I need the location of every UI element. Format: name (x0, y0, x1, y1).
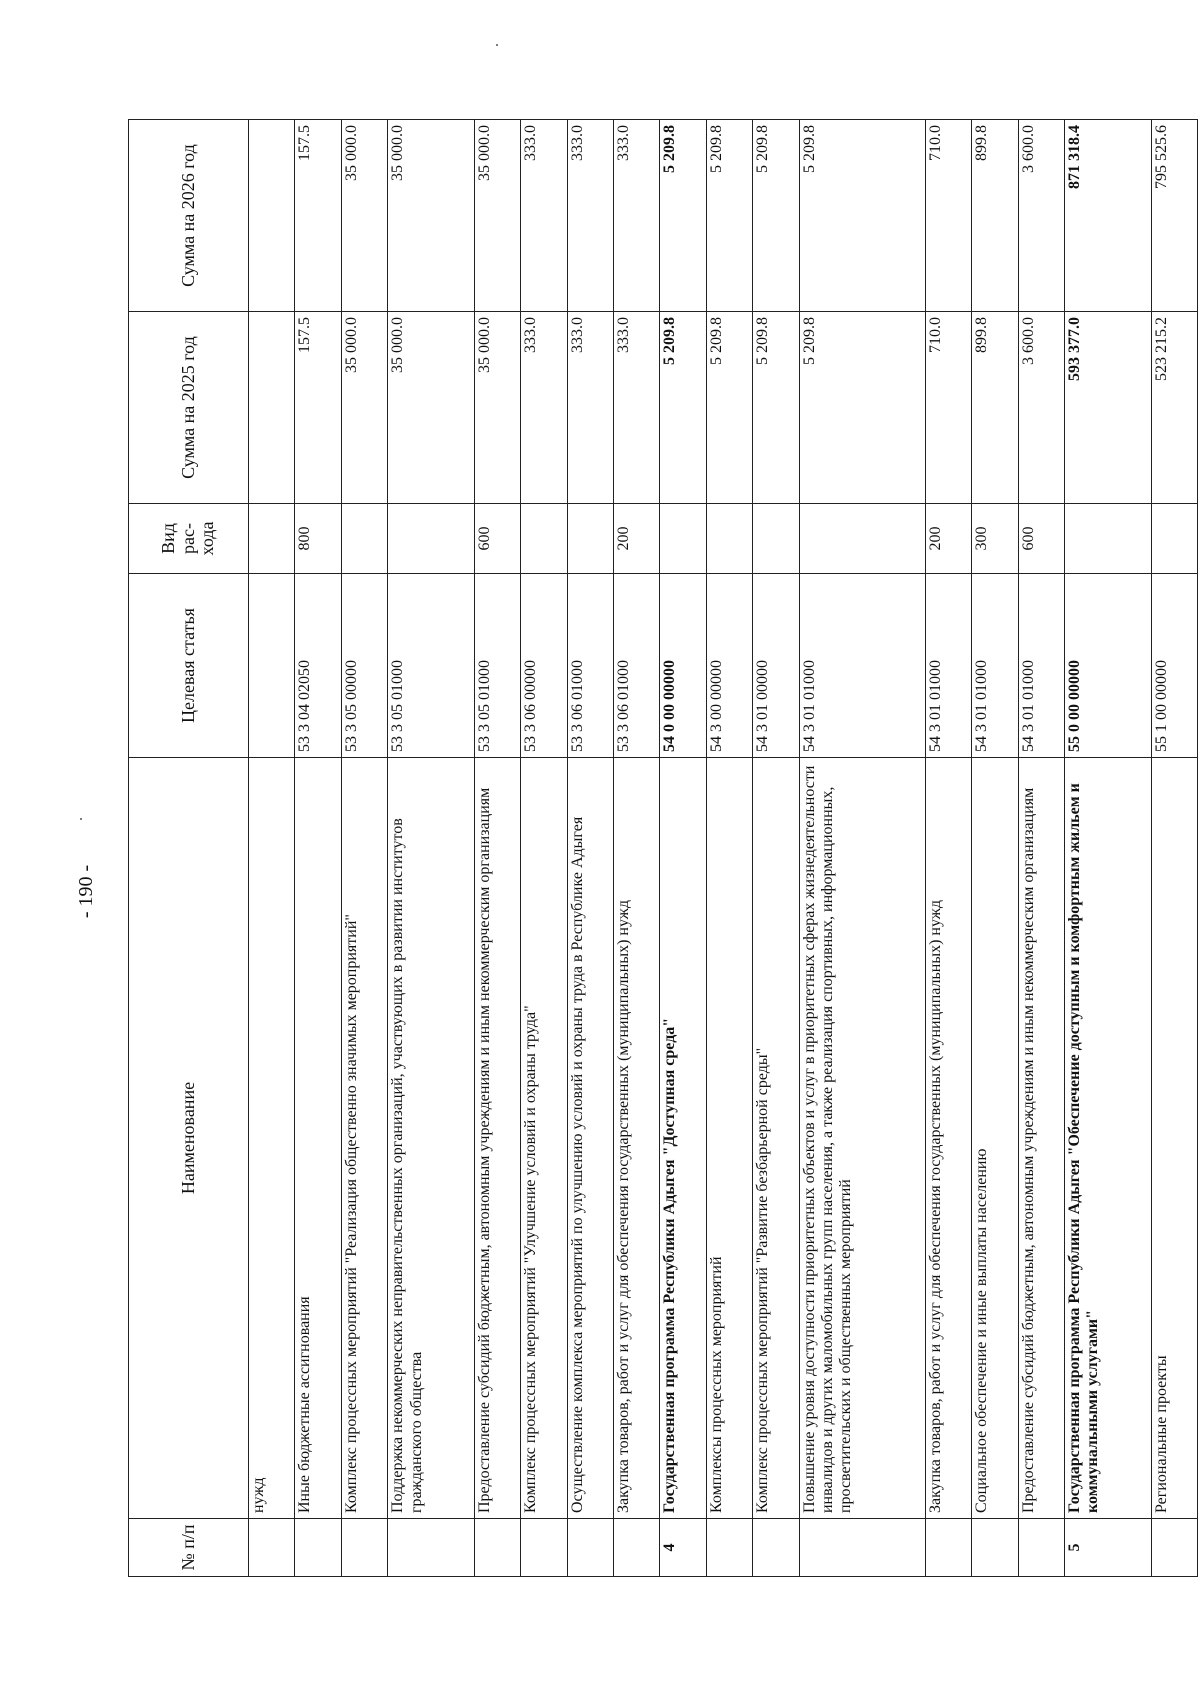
cell-name: Государственная программа Республики Адыгея "Обеспечение доступным и комфортным жильем и коммунальными услугами" (1065, 758, 1151, 1519)
cell-vid: 200 (925, 504, 971, 574)
page-number: - 190 - (75, 864, 98, 919)
cell-sum-2025: 710.0 (925, 312, 971, 504)
cell-code: 54 3 01 01000 (972, 574, 1018, 758)
cell-num (249, 1519, 295, 1577)
cell-num (388, 1519, 474, 1577)
cell-vid: 600 (474, 504, 520, 574)
cell-sum-2025: 593 377.0 (1065, 312, 1151, 504)
cell-sum-2025: 333.0 (521, 312, 567, 504)
cell-vid (1151, 504, 1198, 574)
cell-vid: 300 (972, 504, 1018, 574)
cell-code: 53 3 06 00000 (521, 574, 567, 758)
cell-sum-2025: 333.0 (567, 312, 613, 504)
cell-code: 53 3 05 00000 (341, 574, 387, 758)
cell-num (341, 1519, 387, 1577)
cell-code: 54 3 00 00000 (706, 574, 752, 758)
cell-sum-2026: 35 000.0 (474, 120, 520, 312)
cell-sum-2025: 333.0 (613, 312, 659, 504)
table-row (567, 120, 613, 1577)
scan-speck (496, 44, 498, 46)
table-row (660, 120, 706, 1577)
cell-name: Социальное обеспечение и иные выплаты населению (972, 758, 1018, 1519)
cell-name: Региональные проекты (1151, 758, 1198, 1519)
cell-name: Поддержка некоммерческих неправительственных организаций, участвующих в развитии институтов гражданского общества (388, 758, 474, 1519)
cell-sum-2025: 35 000.0 (341, 312, 387, 504)
cell-name: Закупка товаров, работ и услуг для обеспечения государственных (муниципальных) нужд (613, 758, 659, 1519)
cell-code: 54 0 00 00000 (660, 574, 706, 758)
cell-code: 53 3 06 01000 (567, 574, 613, 758)
header-vid: Вид рас-хода (129, 504, 249, 574)
cell-num: 5 (1065, 1519, 1151, 1577)
cell-code: 55 1 00 00000 (1151, 574, 1198, 758)
cell-sum-2026: 710.0 (925, 120, 971, 312)
cell-name: Предоставление субсидий бюджетным, автономным учреждениям и иным некоммерческим организациям (1018, 758, 1064, 1519)
cell-code: 53 3 05 01000 (474, 574, 520, 758)
cell-vid: 600 (1018, 504, 1064, 574)
cell-name: Государственная программа Республики Адыгея "Доступная среда" (660, 758, 706, 1519)
header-sum-2026: Сумма на 2026 год (129, 120, 249, 312)
header-num: № п/п (129, 1519, 249, 1577)
header-name: Наименование (129, 758, 249, 1519)
budget-table (128, 119, 1198, 1577)
cell-sum-2026: 157.5 (295, 120, 341, 312)
cell-code: 54 3 01 01000 (799, 574, 925, 758)
table-row (521, 120, 567, 1577)
cell-vid (660, 504, 706, 574)
cell-sum-2026: 871 318.4 (1065, 120, 1151, 312)
cell-code: 54 3 01 01000 (925, 574, 971, 758)
cell-sum-2026: 3 600.0 (1018, 120, 1064, 312)
cell-sum-2025: 5 209.8 (753, 312, 799, 504)
cell-name: Иные бюджетные ассигнования (295, 758, 341, 1519)
rotated-page (128, 120, 1198, 1577)
cell-sum-2025: 5 209.8 (799, 312, 925, 504)
cell-num (1151, 1519, 1198, 1577)
table-row (799, 120, 925, 1577)
cell-name: нужд (249, 758, 295, 1519)
cell-name: Повышение уровня доступности приоритетных объектов и услуг в приоритетных сферах жизнедеятельности инвалидов и других маломобильных групп населения, а также реализация спортивных, информационных, просветительских и общественных мероприятий (799, 758, 925, 1519)
cell-vid (567, 504, 613, 574)
cell-sum-2026: 5 209.8 (753, 120, 799, 312)
cell-num (613, 1519, 659, 1577)
cell-sum-2026: 333.0 (613, 120, 659, 312)
cell-sum-2025: 5 209.8 (706, 312, 752, 504)
cell-num (925, 1519, 971, 1577)
cell-num (474, 1519, 520, 1577)
cell-vid (799, 504, 925, 574)
cell-num (753, 1519, 799, 1577)
table-row (706, 120, 752, 1577)
cell-sum-2025: 5 209.8 (660, 312, 706, 504)
cell-sum-2026: 35 000.0 (388, 120, 474, 312)
cell-sum-2025: 157.5 (295, 312, 341, 504)
cell-sum-2026: 35 000.0 (341, 120, 387, 312)
cell-num (567, 1519, 613, 1577)
cell-vid (521, 504, 567, 574)
cell-code: 53 3 06 01000 (613, 574, 659, 758)
cell-sum-2026: 5 209.8 (660, 120, 706, 312)
cell-name: Комплекс процессных мероприятий "Развитие безбарьерной среды" (753, 758, 799, 1519)
cell-vid (249, 504, 295, 574)
table-row (753, 120, 799, 1577)
cell-code: 55 0 00 00000 (1065, 574, 1151, 758)
cell-sum-2026 (249, 120, 295, 312)
table-row (1018, 120, 1064, 1577)
table-row (295, 120, 341, 1577)
table-body (249, 120, 1198, 1577)
cell-code: 53 3 05 01000 (388, 574, 474, 758)
scan-speck (80, 818, 82, 820)
cell-num (521, 1519, 567, 1577)
cell-vid: 200 (613, 504, 659, 574)
cell-name: Комплекс процессных мероприятий "Улучшение условий и охраны труда" (521, 758, 567, 1519)
cell-name: Комплексы процессных мероприятий (706, 758, 752, 1519)
table-row (341, 120, 387, 1577)
cell-vid (1065, 504, 1151, 574)
cell-vid (341, 504, 387, 574)
cell-code (249, 574, 295, 758)
cell-sum-2026: 333.0 (521, 120, 567, 312)
cell-code: 54 3 01 01000 (1018, 574, 1064, 758)
cell-sum-2026: 5 209.8 (706, 120, 752, 312)
cell-vid (753, 504, 799, 574)
cell-name: Осуществление комплекса мероприятий по улучшению условий и охраны труда в Республике Адыгея (567, 758, 613, 1519)
cell-sum-2025 (249, 312, 295, 504)
table-row (474, 120, 520, 1577)
table-row (388, 120, 474, 1577)
cell-num (1018, 1519, 1064, 1577)
cell-name: Предоставление субсидий бюджетным, автономным учреждениям и иным некоммерческим организациям (474, 758, 520, 1519)
table-header-row (129, 120, 249, 1577)
cell-sum-2025: 35 000.0 (388, 312, 474, 504)
cell-sum-2026: 795 525.6 (1151, 120, 1198, 312)
cell-name: Комплекс процессных мероприятий "Реализация общественно значимых мероприятий" (341, 758, 387, 1519)
cell-code: 53 3 04 02050 (295, 574, 341, 758)
header-code: Целевая статья (129, 574, 249, 758)
header-sum-2025: Сумма на 2025 год (129, 312, 249, 504)
cell-num (706, 1519, 752, 1577)
cell-sum-2025: 523 215.2 (1151, 312, 1198, 504)
table-row (249, 120, 295, 1577)
cell-num (972, 1519, 1018, 1577)
cell-sum-2025: 3 600.0 (1018, 312, 1064, 504)
cell-num (799, 1519, 925, 1577)
cell-sum-2025: 35 000.0 (474, 312, 520, 504)
table-row (972, 120, 1018, 1577)
table-row (613, 120, 659, 1577)
table-row (1065, 120, 1151, 1577)
cell-sum-2026: 333.0 (567, 120, 613, 312)
cell-sum-2025: 899.8 (972, 312, 1018, 504)
cell-code: 54 3 01 00000 (753, 574, 799, 758)
cell-vid (388, 504, 474, 574)
table-row (925, 120, 971, 1577)
cell-vid (706, 504, 752, 574)
cell-name: Закупка товаров, работ и услуг для обеспечения государственных (муниципальных) нужд (925, 758, 971, 1519)
cell-sum-2026: 899.8 (972, 120, 1018, 312)
cell-sum-2026: 5 209.8 (799, 120, 925, 312)
cell-num (295, 1519, 341, 1577)
table-row (1151, 120, 1198, 1577)
cell-num: 4 (660, 1519, 706, 1577)
cell-vid: 800 (295, 504, 341, 574)
